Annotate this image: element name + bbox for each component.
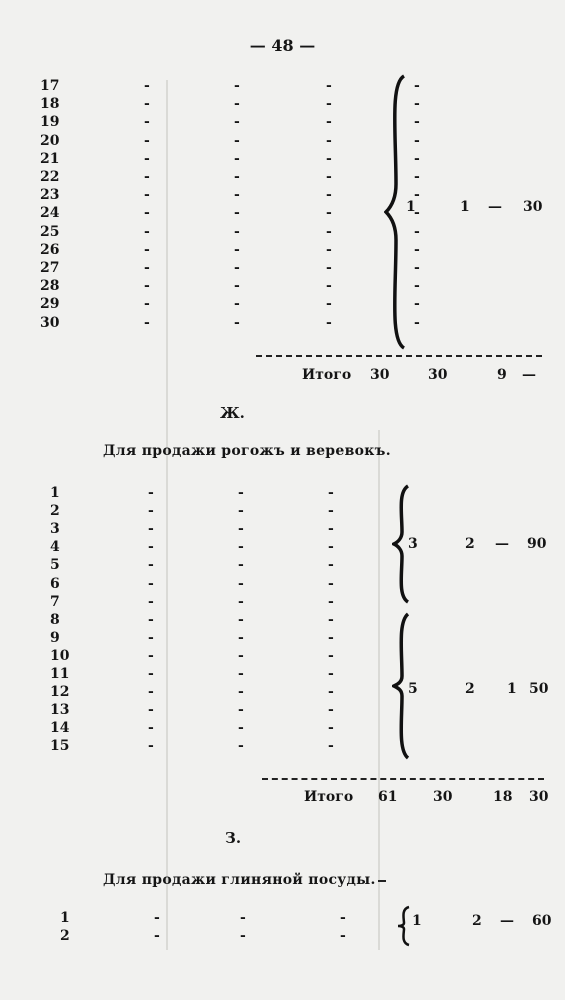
row-dash: - xyxy=(144,132,150,149)
row-number: 2 xyxy=(60,928,70,944)
row-dash: - xyxy=(328,521,334,538)
top-total-b: 30 xyxy=(428,367,448,383)
top-total-label: Итого xyxy=(302,367,352,383)
row-dash: - xyxy=(328,720,334,737)
row-dash: - xyxy=(234,223,240,240)
row-dash: - xyxy=(326,132,332,149)
row-dash: - xyxy=(148,593,154,610)
row-dash: - xyxy=(328,629,334,646)
row-number: 23 xyxy=(40,187,60,204)
row-dash: - xyxy=(326,241,332,258)
row-dash: - xyxy=(414,314,420,331)
row-dash: - xyxy=(326,187,332,204)
row-dash: - xyxy=(414,278,420,295)
row-dash: - xyxy=(328,738,334,755)
total-rule-zh xyxy=(262,778,544,780)
row-dash: - xyxy=(328,666,334,682)
row-dash: - xyxy=(326,114,332,131)
z-group-d: 60 xyxy=(532,913,552,929)
row-dash: - xyxy=(148,521,154,538)
row-number: 2 xyxy=(50,503,60,520)
row-dash: - xyxy=(238,539,244,556)
section-z-title: Для продажи глиняной посуды. xyxy=(103,872,376,888)
row-dash: - xyxy=(328,575,334,592)
row-dash: - xyxy=(234,114,240,131)
row-dash: - xyxy=(414,169,420,185)
row-number: 7 xyxy=(50,593,60,610)
row-dash: - xyxy=(414,114,420,131)
row-dash: - xyxy=(414,205,420,222)
row-dash: - xyxy=(234,78,240,94)
z-group-c: — xyxy=(500,913,514,929)
row-dash: - xyxy=(238,557,244,574)
row-dash: - xyxy=(144,187,150,204)
row-dash: - xyxy=(144,278,150,295)
section-z-letter: З. xyxy=(225,829,242,847)
row-dash: - xyxy=(238,647,244,664)
row-dash: - xyxy=(326,314,332,331)
row-number: 1 xyxy=(60,910,70,926)
row-dash: - xyxy=(238,485,244,501)
row-dash: - xyxy=(238,503,244,520)
row-dash: - xyxy=(144,114,150,131)
row-dash: - xyxy=(326,169,332,185)
row-dash: - xyxy=(234,314,240,331)
row-dash: - xyxy=(414,150,420,167)
zh-total-c: 18 xyxy=(493,789,513,805)
row-dash: - xyxy=(234,150,240,167)
row-dash: - xyxy=(328,702,334,719)
row-dash: - xyxy=(148,557,154,574)
row-dash: - xyxy=(144,223,150,240)
row-dash: - xyxy=(148,666,154,682)
row-dash: - xyxy=(238,575,244,592)
zh-total-label: Итого xyxy=(304,789,354,805)
row-dash: - xyxy=(148,539,154,556)
row-number: 5 xyxy=(50,557,60,574)
row-number: 10 xyxy=(50,647,70,664)
row-dash: - xyxy=(328,539,334,556)
row-dash: - xyxy=(144,205,150,222)
page-fold-mark xyxy=(378,430,380,950)
zh-group2-a: 5 xyxy=(408,681,418,697)
section-zh-letter: Ж. xyxy=(220,404,245,422)
row-number: 28 xyxy=(40,278,60,295)
row-dash: - xyxy=(234,187,240,204)
row-dash: - xyxy=(148,647,154,664)
row-dash: - xyxy=(328,684,334,701)
row-number: 1 xyxy=(50,485,60,501)
row-dash: - xyxy=(148,684,154,701)
row-number: 20 xyxy=(40,132,60,149)
zh-group1-d: 90 xyxy=(527,536,547,552)
row-dash: - xyxy=(148,738,154,755)
row-dash: - xyxy=(238,629,244,646)
row-dash: - xyxy=(340,928,346,944)
row-dash: - xyxy=(154,910,160,926)
row-dash: - xyxy=(234,260,240,276)
row-dash: - xyxy=(326,150,332,167)
row-dash: - xyxy=(414,260,420,276)
zh-total-a: 61 xyxy=(378,789,398,805)
top-group-value-d: 30 xyxy=(523,199,543,215)
top-total-c: 9 xyxy=(497,367,507,383)
row-dash: - xyxy=(144,241,150,258)
row-dash: - xyxy=(238,593,244,610)
row-dash: - xyxy=(238,684,244,701)
page-fold-mark xyxy=(166,80,168,950)
row-dash: - xyxy=(238,702,244,719)
row-dash: - xyxy=(326,78,332,94)
row-dash: - xyxy=(414,78,420,94)
row-dash: - xyxy=(234,205,240,222)
row-dash: - xyxy=(328,503,334,520)
row-number: 24 xyxy=(40,205,60,222)
row-dash: - xyxy=(234,296,240,313)
row-dash: - xyxy=(326,96,332,113)
row-dash: - xyxy=(144,169,150,185)
row-number: 21 xyxy=(40,150,60,167)
row-number: 15 xyxy=(50,738,70,755)
row-dash: - xyxy=(414,96,420,113)
z-group-b: 2 xyxy=(472,913,482,929)
row-number: 22 xyxy=(40,169,60,185)
row-dash: - xyxy=(144,314,150,331)
row-dash: - xyxy=(238,611,244,628)
zh-group1-c: — xyxy=(495,536,509,552)
row-number: 25 xyxy=(40,223,60,240)
row-dash: - xyxy=(144,96,150,113)
row-dash: - xyxy=(148,702,154,719)
row-dash: - xyxy=(238,666,244,682)
page-number: — 48 — xyxy=(249,36,316,55)
row-number: 19 xyxy=(40,114,60,131)
row-number: 9 xyxy=(50,629,60,646)
row-number: 12 xyxy=(50,684,70,701)
top-total-d: — xyxy=(522,367,536,383)
zh-group1-b: 2 xyxy=(465,536,475,552)
zh-group2-b: 2 xyxy=(465,681,475,697)
row-dash: - xyxy=(328,593,334,610)
row-number: 3 xyxy=(50,521,60,538)
row-dash: - xyxy=(414,296,420,313)
row-dash: - xyxy=(154,928,160,944)
row-dash: - xyxy=(144,296,150,313)
row-number: 14 xyxy=(50,720,70,737)
row-dash: - xyxy=(328,557,334,574)
row-dash: - xyxy=(144,260,150,276)
row-dash: - xyxy=(148,503,154,520)
row-dash: - xyxy=(414,187,420,204)
row-dash: - xyxy=(148,575,154,592)
total-rule-top xyxy=(256,355,542,357)
row-dash: - xyxy=(340,910,346,926)
row-dash: - xyxy=(240,910,246,926)
row-dash: - xyxy=(328,611,334,628)
row-number: 18 xyxy=(40,96,60,113)
row-dash: - xyxy=(414,132,420,149)
row-number: 26 xyxy=(40,241,60,258)
row-number: 30 xyxy=(40,314,60,331)
row-dash: - xyxy=(234,169,240,185)
row-dash: - xyxy=(148,485,154,501)
row-dash: - xyxy=(238,521,244,538)
row-number: 8 xyxy=(50,611,60,628)
row-dash: - xyxy=(326,205,332,222)
row-number: 29 xyxy=(40,296,60,313)
top-group-value-c: — xyxy=(488,199,502,215)
zh-total-d: 30 xyxy=(529,789,549,805)
row-dash: - xyxy=(148,720,154,737)
row-dash: - xyxy=(328,485,334,501)
row-number: 27 xyxy=(40,260,60,276)
row-dash: - xyxy=(144,78,150,94)
top-group-value-a: 1 xyxy=(406,199,416,215)
row-dash: - xyxy=(148,629,154,646)
row-dash: - xyxy=(326,296,332,313)
top-total-a: 30 xyxy=(370,367,390,383)
row-dash: - xyxy=(240,928,246,944)
row-dash: - xyxy=(328,647,334,664)
row-dash: - xyxy=(144,150,150,167)
row-number: 11 xyxy=(50,666,70,682)
row-dash: - xyxy=(234,278,240,295)
stray-mark xyxy=(378,880,386,882)
row-number: 17 xyxy=(40,78,60,94)
top-group-value-b: 1 xyxy=(460,199,470,215)
row-dash: - xyxy=(234,96,240,113)
row-dash: - xyxy=(234,132,240,149)
row-dash: - xyxy=(326,260,332,276)
row-number: 13 xyxy=(50,702,70,719)
row-dash: - xyxy=(238,738,244,755)
row-dash: - xyxy=(234,241,240,258)
row-dash: - xyxy=(238,720,244,737)
zh-group1-a: 3 xyxy=(408,536,418,552)
row-number: 6 xyxy=(50,575,60,592)
row-dash: - xyxy=(414,223,420,240)
row-dash: - xyxy=(148,611,154,628)
zh-total-b: 30 xyxy=(433,789,453,805)
z-group-a: 1 xyxy=(412,913,422,929)
row-dash: - xyxy=(326,278,332,295)
curly-brace-z xyxy=(396,905,412,947)
zh-group2-c: 1 xyxy=(507,681,517,697)
row-number: 4 xyxy=(50,539,60,556)
section-zh-title: Для продажи рогожъ и веревокъ. xyxy=(103,443,391,459)
row-dash: - xyxy=(326,223,332,240)
row-dash: - xyxy=(414,241,420,258)
zh-group2-d: 50 xyxy=(529,681,549,697)
